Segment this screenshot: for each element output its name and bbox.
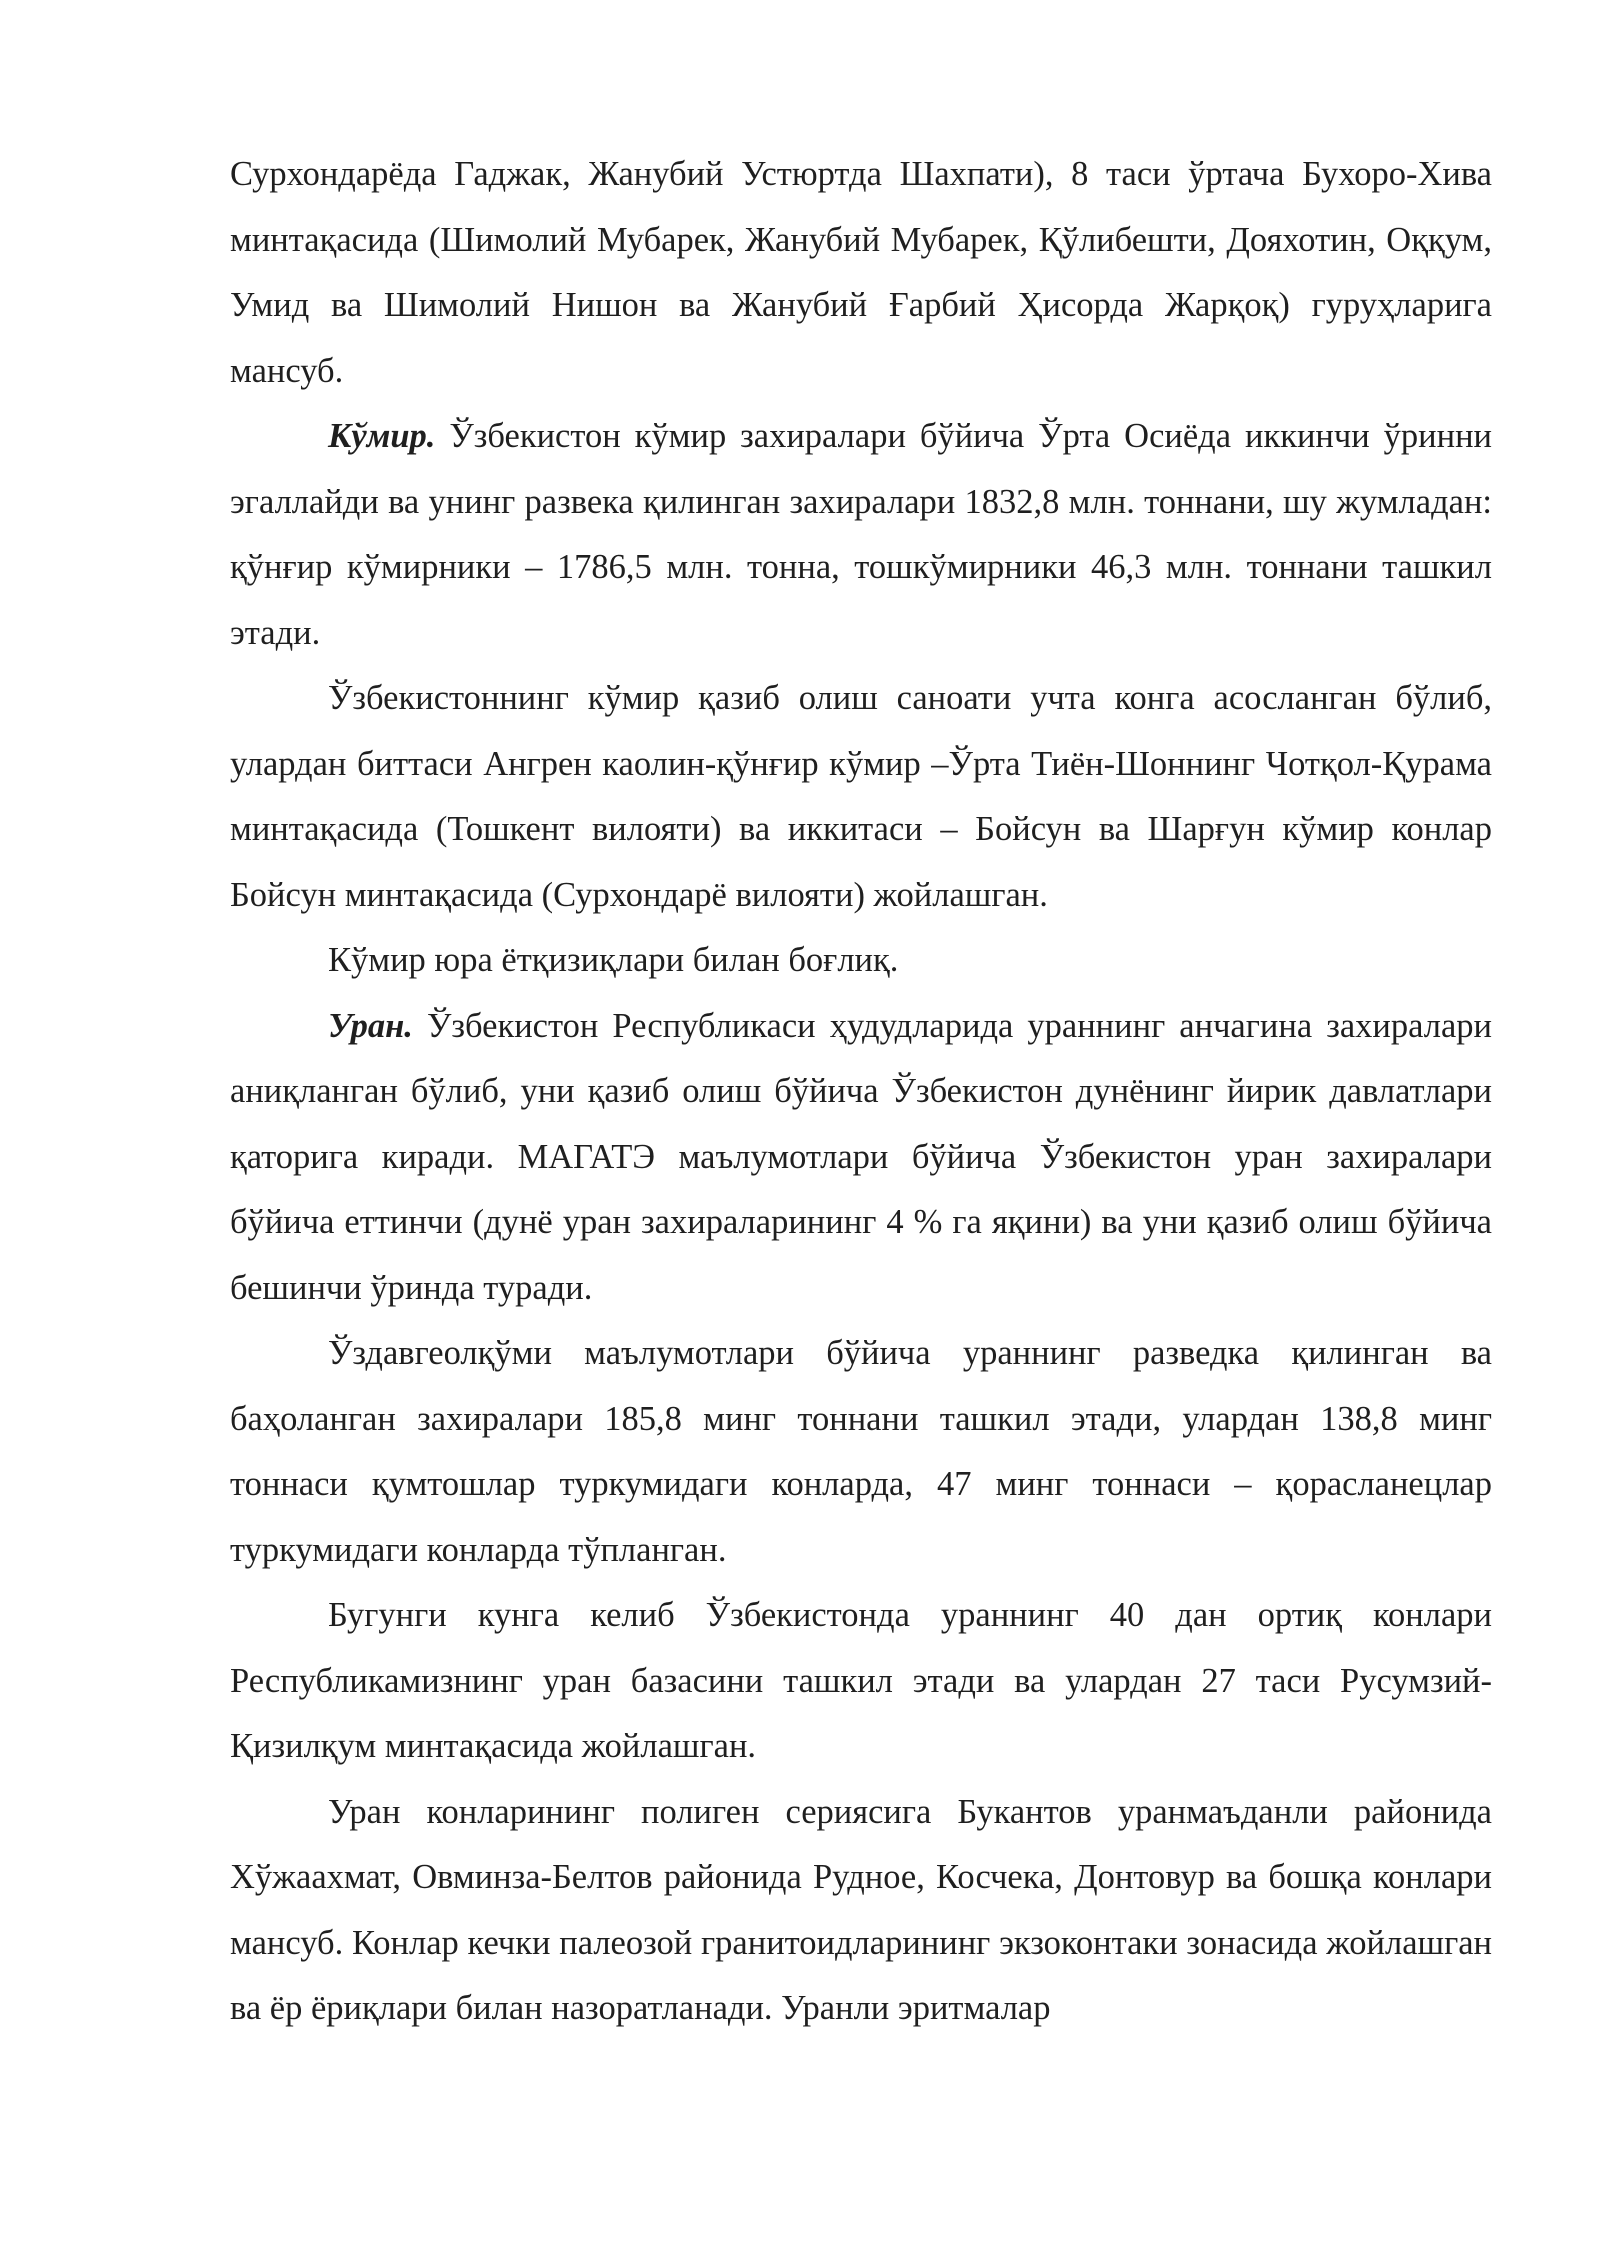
paragraph-text: Ўздавгеолқўми маълумотлари бўйича ураннинг разведка қилинган ва баҳоланган захиралари 185,8 минг тоннани ташкил этади, улардан 138,8 минг тоннаси қумтошлар туркумидаги конларда, 47 минг тоннаси – қорасланецлар туркумидаги конларда тўпланган. [230, 1334, 1492, 1569]
paragraph-text: Кўмир юра ётқизиқлари билан боғлиқ. [328, 941, 899, 979]
paragraph-coal-reserves [230, 404, 1492, 666]
paragraph-text: Сурхондарёда Гаджак, Жанубий Устюртда Шахпати), 8 таси ўртача Бухоро-Хива минтақасида (Шимолий Мубарек, Жанубий Мубарек, Қўлибешти, Дояхотин, Оққум, Умид ва Шимолий Нишон ва Жанубий Ғарбий Ҳисорда Жарқоқ) гуруҳларига мансуб. [230, 155, 1492, 390]
paragraph-uranium-intro [230, 994, 1492, 1322]
paragraph-text: Уран конларининг полиген сериясига Букантов уранмаъданли районида Хўжаахмат, Овминза-Белтов районида Рудное, Косчека, Донтовур ва бошқа конлари мансуб. Конлар кечки палеозой гранитоидларининг экзоконтаки зонасида жойлашган ва ёр ёриқлари билан назоратланади. Уранли эритмалар [230, 1792, 1492, 2027]
paragraph-coal-jurassic [230, 928, 1492, 994]
paragraph-text: Ўзбекистон кўмир захиралари бўйича Ўрта Осиёда иккинчи ўринни эгаллайди ва унинг развека қилинган захиралари 1832,8 млн. тоннани, шу жумладан: қўнғир кўмирники – 1786,5 млн. тонна, тошкўмирники 46,3 млн. тоннани ташкил этади. [230, 417, 1492, 652]
paragraph-text: Ўзбекистон Республикаси ҳудудларида ураннинг анчагина захиралари аниқланган бўлиб, уни қазиб олиш бўйича Ўзбекистон дунёнинг йирик давлатлари қаторига киради. МАГАТЭ маълумотлари бўйича Ўзбекистон уран захиралари бўйича еттинчи (дунё уран захираларининг 4 % га яқини) ва уни қазиб олиш бўйича бешинчи ўринда туради. [230, 1006, 1492, 1307]
paragraph-uranium-deposits [230, 1583, 1492, 1780]
paragraph-uranium-reserves [230, 1321, 1492, 1583]
paragraph-coal-industry [230, 666, 1492, 928]
document-body [230, 142, 1492, 2042]
paragraph-gas-fields-continuation [230, 142, 1492, 404]
paragraph-text: Бугунги кунга келиб Ўзбекистонда ураннинг 40 дан ортиқ конлари Республикамизнинг уран базасини ташкил этади ва улардан 27 таси Русумзий-Қизилқум минтақасида жойлашган. [230, 1596, 1492, 1765]
paragraph-uranium-polygenic [230, 1780, 1492, 2042]
paragraph-text: Ўзбекистоннинг кўмир қазиб олиш саноати учта конга асосланган бўлиб, улардан биттаси Ангрен каолин-қўнғир кўмир –Ўрта Тиён-Шоннинг Чотқол-Қурама минтақасида (Тошкент вилояти) ва иккитаси – Бойсун ва Шарғун кўмир конлар Бойсун минтақасида (Сурхондарё вилояти) жойлашган. [230, 679, 1492, 914]
section-heading-coal: Кўмир. [328, 417, 436, 455]
section-heading-uranium: Уран. [328, 1006, 413, 1045]
